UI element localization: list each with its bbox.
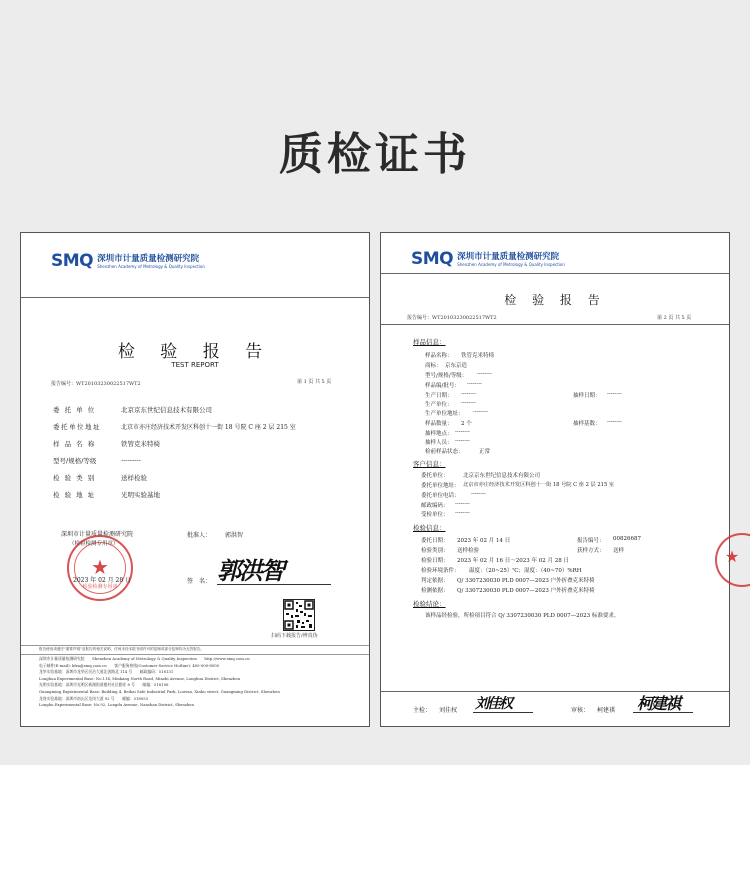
test-value: Q/ 3307230030 PLD 0007—2023 户外折叠克米特椅 xyxy=(457,588,595,594)
page-number: 第 2 页 共 5 页 xyxy=(657,315,692,321)
field-label: 样 品 名 称 xyxy=(53,440,96,448)
test-side-value: 00826687 xyxy=(613,536,641,542)
smq-logo xyxy=(411,249,565,269)
partial-seal xyxy=(715,533,750,587)
page-title: 质检证书 xyxy=(279,129,471,180)
review-signature: 柯建祺 xyxy=(637,694,680,713)
logo-name-en: Shenzhen Academy of Metrology & Quality Inspection xyxy=(457,261,565,267)
report-detail-page xyxy=(380,232,740,727)
sample-label: 样品名称： xyxy=(425,353,453,359)
footer-line: Longhu Experimental Base: No.92, Longdu Avenue, Nanshan District, Shenzhen xyxy=(39,702,194,708)
sample-label: 样品数量： xyxy=(425,421,453,427)
test-value: Q/ 3307230030 PLD 0007—2023 户外折叠克米特椅 xyxy=(457,578,595,584)
client-label: 委托单位： xyxy=(421,473,449,479)
field-value: 北京京东世纪信息技术有限公司 xyxy=(121,406,212,414)
field-value: 北京市亦庄经济技术开发区科创十一街 18 号院 C 座 2 层 215 室 xyxy=(121,424,296,431)
report-subtitle: TEST REPORT xyxy=(171,361,219,369)
sign-label: 签 名： xyxy=(187,578,212,585)
field-label: 委托单位地址 xyxy=(53,423,101,431)
report-title: 检 验 报 告 xyxy=(504,293,606,307)
field-label: 检 验 类 别 xyxy=(53,474,96,482)
qr-code-icon[interactable] xyxy=(283,599,315,631)
approver-name: 郭洪智 xyxy=(225,532,244,539)
chief-label: 主检： xyxy=(413,707,432,714)
client-value: 北京京东世纪信息技术有限公司 xyxy=(463,473,541,479)
conclusion-text: 该样品经检验，所检项目符合 Q/ 3307230030 PLD 0007—2023 标准要求。 xyxy=(425,613,620,619)
report-number: 报告编号：WT20103230022517WT2 xyxy=(407,315,497,321)
test-value: 送样检验 xyxy=(457,548,480,554)
section-head-sample: 样品信息： xyxy=(413,338,446,346)
signature-line xyxy=(217,584,331,585)
footer-divider xyxy=(21,645,369,646)
field-value: 送样检验 xyxy=(121,474,147,482)
sample-label: 检前样品状态： xyxy=(425,449,464,455)
seal-text: 检验检测专用章 xyxy=(82,584,118,590)
test-value: 温度：（20~25）℃；湿度：（40~70）%RH xyxy=(469,568,582,574)
report-number: 报告编号：WT20103230022517WT2 xyxy=(51,381,141,387)
field-label: 型号/规格/等级 xyxy=(53,457,97,465)
client-label: 委托单位地址： xyxy=(421,483,460,489)
logo-mark: SMQ xyxy=(411,249,454,269)
footer-line: 电子邮件(E-mail): kfzx@smq.com.cn 客户服务热线(Customer Service Hotline): 400-000-8000 xyxy=(39,662,220,668)
sample-label: 抽样地点： xyxy=(425,431,453,437)
sample-label: 型号/规格/等级： xyxy=(425,373,468,379)
sample-value: 铁管克米特椅 xyxy=(461,353,495,359)
client-label: 委托单位电话： xyxy=(421,493,460,499)
test-value: 2023 年 02 月 14 日 xyxy=(457,538,511,544)
sample-value: -------- xyxy=(455,429,470,435)
sample-value: -------- xyxy=(467,381,482,387)
sample-side-value: -------- xyxy=(607,391,622,397)
sample-value: -------- xyxy=(455,438,470,444)
header-divider xyxy=(21,297,369,298)
approver-label: 批准人： xyxy=(187,532,212,539)
field-value: 光明实验基地 xyxy=(121,491,160,499)
test-label: 检验日期： xyxy=(421,558,449,564)
footer-contact xyxy=(39,656,280,709)
test-label: 检验类别： xyxy=(421,548,449,554)
sample-value: 京东京造 xyxy=(445,363,468,369)
review-name: 柯建祺 xyxy=(597,707,616,714)
smq-logo xyxy=(51,251,205,271)
seal-star-icon: ★ xyxy=(724,547,740,566)
logo-name-cn: 深圳市计量质量检测研究院 xyxy=(457,251,560,262)
footer-divider xyxy=(21,654,369,655)
section-head-test: 检验信息： xyxy=(413,524,446,532)
client-value: -------- xyxy=(455,501,470,507)
approver-signature: 郭洪智 xyxy=(217,556,283,585)
client-label: 邮政编码： xyxy=(421,503,449,509)
report-no-divider xyxy=(381,324,729,325)
sample-side-label: 抽样基数： xyxy=(573,421,601,427)
seal-star-icon: ★ xyxy=(91,555,109,579)
sample-value: -------- xyxy=(477,371,492,377)
chief-sign-line xyxy=(473,712,533,713)
footer-line: Guangming Experimental Base: Building 4, Beihai Safe Industrial Park, Louvan, Xinhu street, Guangming District, Shenzhen xyxy=(39,688,280,694)
sample-label: 生产日期： xyxy=(425,393,453,399)
client-label: 受检单位： xyxy=(421,512,449,518)
footer-line: 龙岗实验基地：深圳市南山区龙岗大道 92 号 邮编：518053 xyxy=(39,695,149,701)
footer-line: Longhua Experimental Base: No.114, Minkang North Road, Minzhi Avenue, Longhua District, Shenzhen xyxy=(39,675,241,681)
field-value: 铁管克米特椅 xyxy=(121,440,160,448)
sample-side-label: 抽样日期： xyxy=(573,393,601,399)
footer-line: 光明实验基地：深圳市光明区新湖街道楼村社区勤业 8 号 邮编：518106 xyxy=(39,682,169,688)
section-head-conclusion: 检验结论： xyxy=(413,600,446,608)
client-value: 北京市亦庄经济技术开发区科创十一街 18 号院 C 座 2 层 215 室 xyxy=(463,482,615,488)
official-seal xyxy=(67,535,133,601)
bottom-band xyxy=(0,765,750,881)
org-name: 深圳市计量质量检测研究院 xyxy=(61,531,134,538)
test-label: 检验环境条件： xyxy=(421,568,460,574)
footer-line: 深圳市计量质量检测研究院 Shenzhen Academy of Metrology & Quality Inspection http://www.smq.com.cn xyxy=(39,656,250,661)
client-value: -------- xyxy=(471,491,486,497)
footer-note: 报告使用须遵守"重要声明"及报告的相关说明，任何未经本院书面许可的复制或部分复制均为无效报告。 xyxy=(39,647,205,651)
header-divider xyxy=(381,273,729,274)
sample-label: 商标： xyxy=(425,363,442,369)
chief-signature: 刘佳权 xyxy=(475,696,511,712)
test-value: 2023 年 02 月 16 日～2023 年 02 月 28 日 xyxy=(457,558,569,564)
test-label: 判定依据： xyxy=(421,578,449,584)
field-value: --------- xyxy=(121,456,141,464)
test-side-value: 送样 xyxy=(613,548,625,554)
logo-name-cn: 深圳市计量质量检测研究院 xyxy=(97,253,200,264)
page-number: 第 1 页 共 5 页 xyxy=(297,379,332,385)
sample-label: 样品编/批号： xyxy=(425,383,460,389)
sample-value: -------- xyxy=(461,391,476,397)
sample-value: -------- xyxy=(461,400,476,406)
sample-side-value: -------- xyxy=(607,419,622,425)
client-value: -------- xyxy=(455,510,470,516)
test-label: 委托日期： xyxy=(421,538,449,544)
field-label: 检 验 地 址 xyxy=(53,491,96,499)
test-side-label: 获样方式： xyxy=(577,548,605,554)
qr-caption: 扫码下载报告/辨真伪 xyxy=(271,633,318,639)
logo-mark: SMQ xyxy=(51,251,94,271)
org-sub: （检验检测专用章） xyxy=(69,541,119,547)
test-side-label: 报告编号： xyxy=(577,538,605,544)
sample-value: 正常 xyxy=(479,449,491,455)
sample-value: -------- xyxy=(473,409,488,415)
report-title: 检 验 报 告 xyxy=(117,342,273,362)
field-label: 委 托 单 位 xyxy=(53,406,96,414)
chief-name: 刘佳权 xyxy=(439,707,458,714)
report-date: 2023 年 02 月 28 日 xyxy=(73,577,132,584)
test-label: 检测依据： xyxy=(421,588,449,594)
sample-label: 抽样人员： xyxy=(425,440,453,446)
sample-label: 生产单位地址： xyxy=(425,411,464,417)
review-label: 审核： xyxy=(571,707,590,714)
report-cover-page xyxy=(20,232,370,727)
sample-value: 2 个 xyxy=(461,421,472,427)
sample-label: 生产单位： xyxy=(425,402,453,408)
logo-name-en: Shenzhen Academy of Metrology & Quality Inspection xyxy=(97,263,205,269)
review-sign-line xyxy=(633,712,693,713)
footer-line: 龙华实验基地：深圳市龙华区民治大道北创路北 114 号 邮政编码：518131 xyxy=(39,669,174,675)
section-head-client: 客户信息： xyxy=(413,460,446,468)
